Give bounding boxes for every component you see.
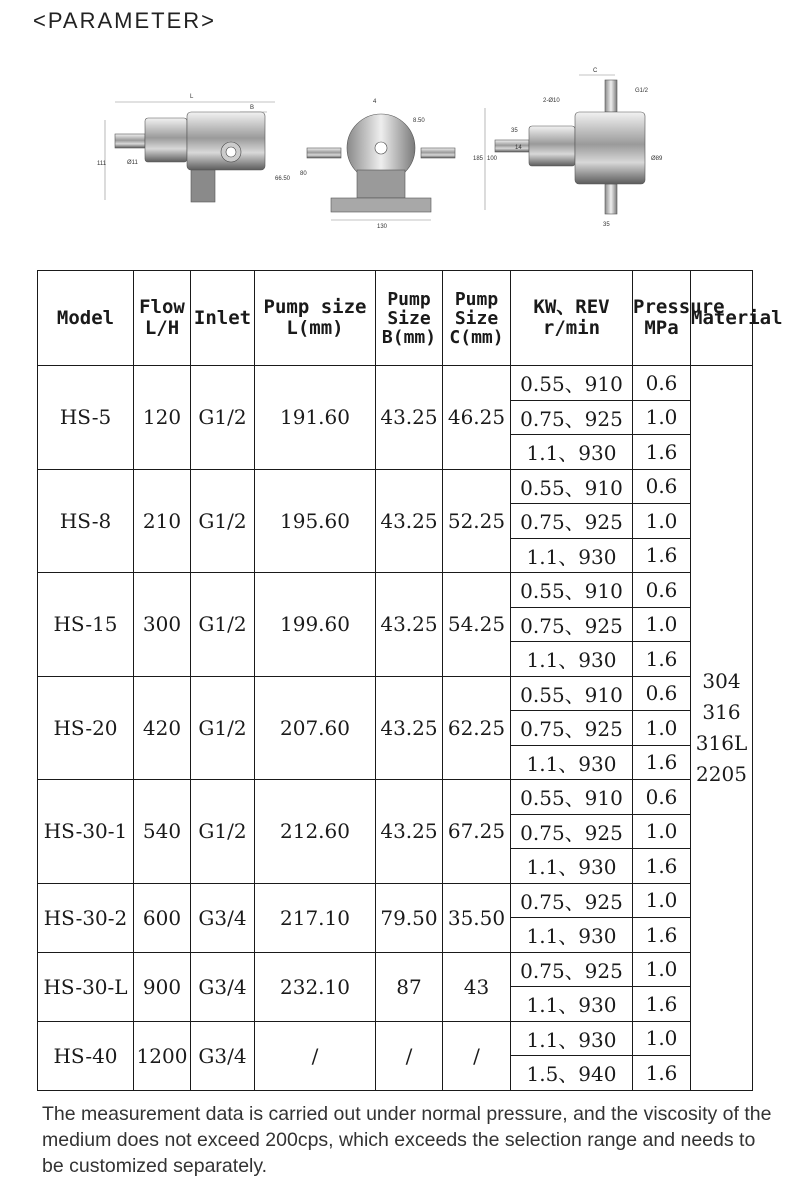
table-row <box>38 952 753 987</box>
cell-model: HS-30-L <box>38 952 134 1021</box>
cell-pressure: 1.0 <box>633 711 691 746</box>
dim-6650: 66.50 <box>275 176 291 182</box>
dim-850: 8.50 <box>413 118 425 124</box>
cell-pressure: 1.0 <box>633 1021 691 1056</box>
cell-pump-size-b: 43.25 <box>376 780 443 884</box>
cell-kw-rev: 1.5、940 <box>511 1056 633 1091</box>
cell-pump-size-c: 35.50 <box>443 883 511 952</box>
table-row <box>38 1021 753 1056</box>
page-title: <PARAMETER> <box>33 8 216 33</box>
cell-pump-size-l: 195.60 <box>255 469 376 573</box>
cell-pump-size-b: 43.25 <box>376 366 443 470</box>
cell-model: HS-8 <box>38 469 134 573</box>
dim-35a: 35 <box>511 128 518 134</box>
table-row <box>38 883 753 918</box>
cell-inlet: G1/2 <box>191 469 255 573</box>
header-inlet: Inlet <box>191 271 255 366</box>
dim-c: C <box>593 68 598 74</box>
dim-35b: 35 <box>603 222 610 228</box>
cell-kw-rev: 1.1、930 <box>511 642 633 677</box>
cell-pump-size-b: / <box>376 1021 443 1090</box>
cell-kw-rev: 1.1、930 <box>511 1021 633 1056</box>
cell-pump-size-c: 52.25 <box>443 469 511 573</box>
footnote: The measurement data is carried out under normal pressure, and the viscosity of the medium does not exceed 200cps, which exceeds the selection range and needs to be customized separately. <box>42 1103 772 1177</box>
cell-pump-size-b: 43.25 <box>376 573 443 677</box>
front-view-drawing <box>307 99 455 230</box>
cell-inlet: G1/2 <box>191 676 255 780</box>
cell-inlet: G3/4 <box>191 1021 255 1090</box>
parameter-table <box>37 270 783 1091</box>
cell-pump-size-c: 67.25 <box>443 780 511 884</box>
cell-pressure: 0.6 <box>633 573 691 608</box>
cell-flow: 300 <box>134 573 191 677</box>
header-kw-rev: KW、REV r/min <box>511 271 633 366</box>
cell-pump-size-l: 191.60 <box>255 366 376 470</box>
cell-pressure: 1.0 <box>633 400 691 435</box>
cell-pressure: 0.6 <box>633 469 691 504</box>
table-row <box>38 676 753 711</box>
cell-kw-rev: 1.1、930 <box>511 745 633 780</box>
cell-kw-rev: 1.1、930 <box>511 849 633 884</box>
dim-100: 100 <box>487 156 498 162</box>
cell-kw-rev: 0.55、910 <box>511 676 633 711</box>
cell-pressure: 1.6 <box>633 642 691 677</box>
cell-kw-rev: 1.1、930 <box>511 918 633 953</box>
pump-drawings <box>95 60 715 240</box>
cell-pump-size-b: 43.25 <box>376 469 443 573</box>
dim-111: 111 <box>97 161 107 167</box>
cell-kw-rev: 0.75、925 <box>511 400 633 435</box>
cell-pump-size-c: / <box>443 1021 511 1090</box>
cell-pressure: 1.6 <box>633 745 691 780</box>
table-row <box>38 366 753 401</box>
cell-pump-size-l: 212.60 <box>255 780 376 884</box>
cell-kw-rev: 0.55、910 <box>511 366 633 401</box>
cell-model: HS-40 <box>38 1021 134 1090</box>
cell-model: HS-30-1 <box>38 780 134 884</box>
dim-80: 80 <box>300 171 307 177</box>
cell-kw-rev: 0.55、910 <box>511 469 633 504</box>
cell-kw-rev: 0.55、910 <box>511 780 633 815</box>
cell-pressure: 0.6 <box>633 780 691 815</box>
header-material: Material <box>691 271 753 366</box>
dim-g12: G1/2 <box>635 88 649 94</box>
cell-flow: 1200 <box>134 1021 191 1090</box>
header-flow: Flow L/H <box>134 271 191 366</box>
cell-model: HS-5 <box>38 366 134 470</box>
cell-pump-size-b: 43.25 <box>376 676 443 780</box>
dim-b: B <box>250 105 255 111</box>
header-pump-size-b: Pump Size B(mm) <box>376 271 443 366</box>
cell-flow: 420 <box>134 676 191 780</box>
cell-pump-size-c: 62.25 <box>443 676 511 780</box>
table-row <box>38 573 753 608</box>
dim-d11: Ø11 <box>127 160 138 166</box>
dim-185: 185 <box>473 156 484 162</box>
cell-pressure: 1.6 <box>633 435 691 470</box>
cell-pump-size-l: 217.10 <box>255 883 376 952</box>
cell-kw-rev: 0.75、925 <box>511 883 633 918</box>
table-row <box>38 780 753 815</box>
cell-kw-rev: 0.75、925 <box>511 952 633 987</box>
cell-kw-rev: 0.75、925 <box>511 504 633 539</box>
cell-pressure: 1.0 <box>633 814 691 849</box>
cell-pressure: 1.6 <box>633 849 691 884</box>
cell-flow: 540 <box>134 780 191 884</box>
cell-flow: 900 <box>134 952 191 1021</box>
cell-model: HS-30-2 <box>38 883 134 952</box>
cell-kw-rev: 0.75、925 <box>511 607 633 642</box>
cell-pump-size-l: 207.60 <box>255 676 376 780</box>
dim-l: L <box>190 94 194 100</box>
cell-model: HS-20 <box>38 676 134 780</box>
cell-pump-size-l: 199.60 <box>255 573 376 677</box>
dim-4: 4 <box>373 99 377 105</box>
cell-pump-size-b: 87 <box>376 952 443 1021</box>
dim-130: 130 <box>377 224 388 230</box>
cell-pump-size-c: 54.25 <box>443 573 511 677</box>
cell-model: HS-15 <box>38 573 134 677</box>
cell-flow: 600 <box>134 883 191 952</box>
cell-pump-size-b: 79.50 <box>376 883 443 952</box>
cell-pressure: 1.0 <box>633 607 691 642</box>
cell-pressure: 1.6 <box>633 538 691 573</box>
cell-pressure: 1.6 <box>633 1056 691 1091</box>
cell-kw-rev: 1.1、930 <box>511 987 633 1022</box>
cell-flow: 120 <box>134 366 191 470</box>
cell-pump-size-l: 232.10 <box>255 952 376 1021</box>
header-pump-size-l: Pump size L(mm) <box>255 271 376 366</box>
cell-inlet: G3/4 <box>191 883 255 952</box>
cell-pressure: 1.6 <box>633 918 691 953</box>
cell-pump-size-l: / <box>255 1021 376 1090</box>
cell-pressure: 1.0 <box>633 952 691 987</box>
cell-pump-size-c: 43 <box>443 952 511 1021</box>
cell-pressure: 0.6 <box>633 366 691 401</box>
cell-inlet: G1/2 <box>191 780 255 884</box>
cell-kw-rev: 1.1、930 <box>511 435 633 470</box>
cell-flow: 210 <box>134 469 191 573</box>
header-model: Model <box>38 271 134 366</box>
cell-kw-rev: 0.75、925 <box>511 711 633 746</box>
cell-kw-rev: 0.55、910 <box>511 573 633 608</box>
cell-pressure: 1.0 <box>633 883 691 918</box>
header-pressure: Pressure MPa <box>633 271 691 366</box>
header-pump-size-c: Pump Size C(mm) <box>443 271 511 366</box>
table-header-row <box>38 271 753 366</box>
cell-pressure: 1.0 <box>633 504 691 539</box>
cell-kw-rev: 0.75、925 <box>511 814 633 849</box>
cell-pressure: 1.6 <box>633 987 691 1022</box>
cell-material: 304 316 316L 2205 <box>691 366 753 1091</box>
cell-inlet: G1/2 <box>191 366 255 470</box>
cell-inlet: G1/2 <box>191 573 255 677</box>
table-row <box>38 469 753 504</box>
cell-inlet: G3/4 <box>191 952 255 1021</box>
dim-2d10: 2-Ø10 <box>543 98 560 104</box>
dim-14: 14 <box>515 145 522 151</box>
cell-kw-rev: 1.1、930 <box>511 538 633 573</box>
dim-d89: Ø89 <box>651 156 663 162</box>
cell-pressure: 0.6 <box>633 676 691 711</box>
side-view-drawing <box>97 94 307 202</box>
top-view-drawing <box>473 68 663 228</box>
cell-pump-size-c: 46.25 <box>443 366 511 470</box>
